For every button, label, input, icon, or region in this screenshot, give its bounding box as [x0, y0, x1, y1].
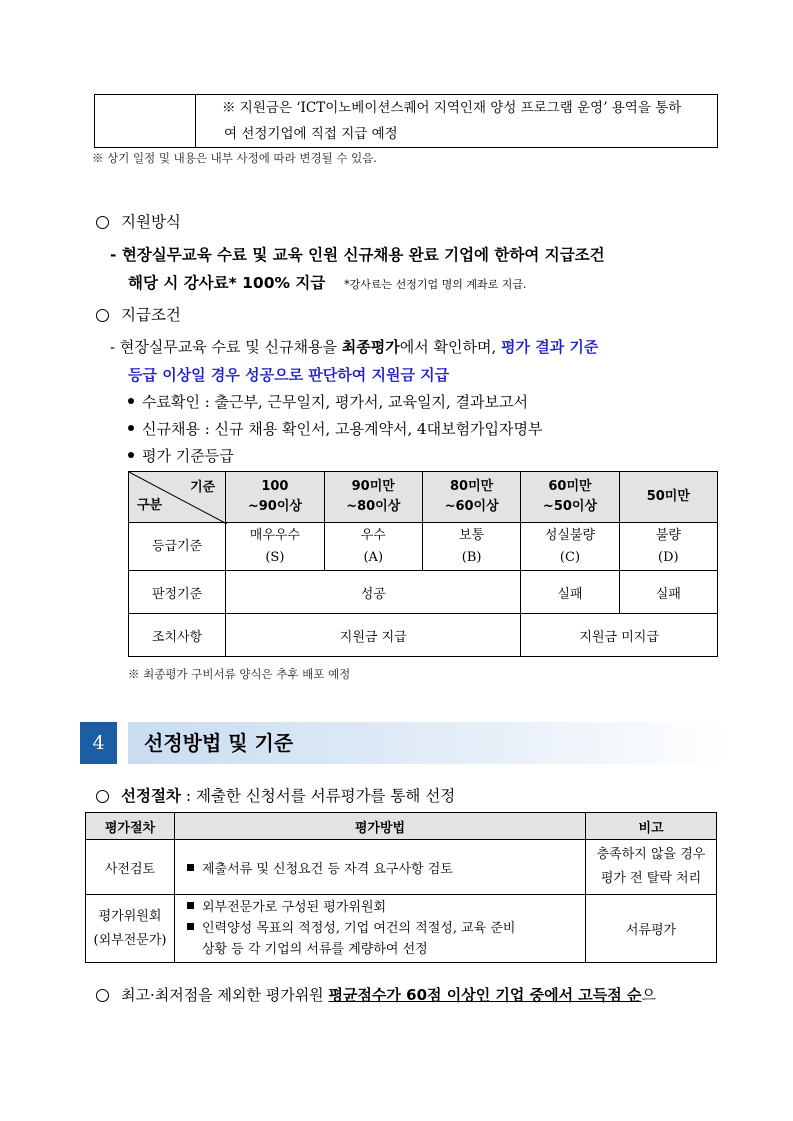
support-method-line-1: - 현장실무교육 수료 및 교육 인원 신규채용 완료 기업에 한하여 지급조건 — [110, 246, 605, 264]
note-line: 평가 전 탈락 처리 — [600, 871, 702, 886]
corner-bottom-label: 구분 — [137, 498, 163, 513]
payment-conditions-line-2: 등급 이상일 경우 성공으로 판단하여 지원금 지급 — [128, 366, 450, 384]
step-line: 평가위원회 — [98, 908, 162, 924]
header-line: 80미만 — [450, 479, 494, 494]
square-bullet-icon — [187, 864, 194, 871]
row-label-judgement: 판정기준 — [129, 571, 226, 614]
grade-name: 보통 — [459, 527, 485, 543]
header-score-80 — [422, 472, 520, 523]
grade-name: 성실불량 — [544, 527, 596, 543]
grade-cell-d — [619, 523, 717, 571]
eval-step-committee — [86, 895, 175, 963]
bullet-text: 수료확인 : 출근부, 근무일지, 평가서, 교육일지, 결과보고서 — [142, 393, 529, 411]
method-line: 상황 등 각 기업의 서류를 계량하여 선정 — [202, 942, 428, 957]
payment-conditions-heading — [96, 303, 181, 325]
bullet-dot-icon — [128, 398, 134, 404]
grade-letter: (B) — [461, 549, 482, 565]
schedule-change-note: ※ 상기 일정 및 내용은 내부 사정에 따라 변경될 수 있음. — [92, 151, 377, 165]
grade-name: 매우우수 — [249, 527, 301, 543]
bullet-grade-criteria — [128, 445, 234, 466]
lecturer-fee-note: *강사료는 선정기업 명의 계좌로 지급. — [344, 278, 527, 291]
top-table-empty-cell — [95, 95, 196, 148]
grade-docs-note: ※ 최종평가 구비서류 양식은 추후 배포 예정 — [128, 667, 351, 681]
bullet-text: 신규채용 : 신규 채용 확인서, 고용계약서, 4대보험가입자명부 — [142, 420, 543, 438]
top-note-table — [94, 94, 718, 148]
section-title-banner — [128, 722, 728, 764]
action-pay: 지원금 지급 — [226, 614, 521, 657]
method-text: 외부전문가로 구성된 평가위원회 — [202, 900, 387, 915]
row-label-action: 조치사항 — [129, 614, 226, 657]
row-label-grade: 등급기준 — [129, 523, 226, 571]
eval-note-prereview — [586, 840, 717, 895]
final-ranking-line — [96, 984, 656, 1005]
square-bullet-icon — [187, 902, 194, 909]
eval-step-prereview: 사전검토 — [86, 840, 175, 895]
grade-cell-s — [226, 523, 324, 571]
corner-top-label: 기준 — [190, 480, 216, 495]
payment-line-1-part-a: - 현장실무교육 수료 및 신규채용을 — [110, 338, 342, 356]
grade-name: 우수 — [360, 527, 386, 543]
grade-letter: (C) — [559, 549, 581, 565]
method-text: 인력양성 목표의 적정성, 기업 여건의 적절성, 교육 준비 — [202, 921, 516, 936]
eval-method-committee — [175, 895, 586, 963]
support-method-heading — [96, 210, 181, 232]
header-line: ~90이상 — [247, 499, 302, 514]
header-score-60 — [521, 472, 619, 523]
bullet-text: 평가 기준등급 — [142, 447, 234, 465]
section-number-badge: 4 — [80, 722, 117, 764]
header-eval-method: 평가방법 — [175, 813, 586, 840]
payment-conditions-line-1 — [110, 336, 598, 357]
final-line-part-c: 으 — [641, 986, 656, 1004]
method-line — [175, 897, 585, 918]
header-line: ~50이상 — [542, 499, 598, 514]
corner-header-cell — [129, 472, 226, 523]
square-bullet-icon — [187, 923, 194, 930]
header-score-100 — [226, 472, 324, 523]
action-no-pay: 지원금 미지급 — [521, 614, 718, 657]
top-table-line-1: ※ 지원금은 ‘ICT이노베이션스퀘어 지역인재 양성 프로그램 운영’ 용역을 통하 — [222, 100, 682, 116]
bullet-completion-check — [128, 391, 528, 412]
evaluation-criteria-text: 평가 결과 기준 — [501, 338, 599, 356]
grade-letter: (D) — [658, 549, 679, 565]
selection-procedure-desc: : 제출한 신청서를 서류평가를 통해 선정 — [180, 787, 456, 805]
grade-criteria-table — [128, 471, 718, 657]
section-title: 선정방법 및 기준 — [144, 731, 294, 755]
header-line: ~60이상 — [444, 499, 499, 514]
final-evaluation-text: 최종평가 — [341, 338, 400, 356]
circle-bullet-icon — [96, 216, 109, 229]
judgement-success: 성공 — [226, 571, 521, 614]
grade-cell-b — [422, 523, 520, 571]
evaluation-table — [85, 812, 717, 963]
support-method-line-2-bold: 해당 시 강사료* 100% 지급 — [128, 274, 326, 292]
grade-cell-c — [521, 523, 619, 571]
circle-bullet-icon — [96, 989, 109, 1002]
selection-procedure-label: 선정절차 — [121, 787, 181, 805]
header-line: 100 — [261, 479, 289, 494]
payment-conditions-heading-text: 지급조건 — [121, 306, 181, 324]
header-line: 60미만 — [548, 479, 592, 494]
header-score-90 — [324, 472, 422, 523]
grade-letter: (A) — [363, 549, 384, 565]
bullet-dot-icon — [128, 452, 134, 458]
note-line: 충족하지 않을 경우 — [596, 847, 706, 862]
grade-cell-a — [324, 523, 422, 571]
step-line: (외부전문가) — [93, 932, 167, 948]
eval-note-committee: 서류평가 — [586, 895, 717, 963]
support-method-heading-text: 지원방식 — [121, 213, 181, 231]
circle-bullet-icon — [96, 309, 109, 322]
payment-line-1-part-c: 에서 확인하며, — [399, 338, 501, 356]
grade-name: 불량 — [655, 527, 681, 543]
top-table-text-cell — [196, 95, 718, 148]
final-line-underlined: 평균점수가 60점 이상인 기업 중에서 고득점 순 — [328, 986, 642, 1004]
judgement-fail-c: 실패 — [521, 571, 619, 614]
bullet-new-hire — [128, 418, 543, 439]
top-table-line-2: 여 선정기업에 직접 지급 예정 — [224, 126, 398, 142]
grade-letter: (S) — [265, 549, 285, 565]
method-line — [175, 918, 585, 939]
final-line-part-a: 최고·최저점을 제외한 평가위원 — [121, 986, 329, 1004]
header-eval-note: 비고 — [586, 813, 717, 840]
judgement-fail-d: 실패 — [619, 571, 717, 614]
header-line: ~80이상 — [346, 499, 401, 514]
bullet-dot-icon — [128, 425, 134, 431]
method-text: 제출서류 및 신청요건 등 자격 요구사항 검토 — [202, 861, 453, 877]
eval-method-prereview — [175, 840, 586, 895]
support-method-line-2 — [128, 271, 527, 293]
circle-bullet-icon — [96, 790, 109, 803]
selection-procedure-heading — [96, 784, 455, 806]
header-line: 50미만 — [646, 489, 690, 504]
header-line: 90미만 — [351, 479, 395, 494]
header-score-50 — [619, 472, 717, 523]
header-eval-step: 평가절차 — [86, 813, 175, 840]
